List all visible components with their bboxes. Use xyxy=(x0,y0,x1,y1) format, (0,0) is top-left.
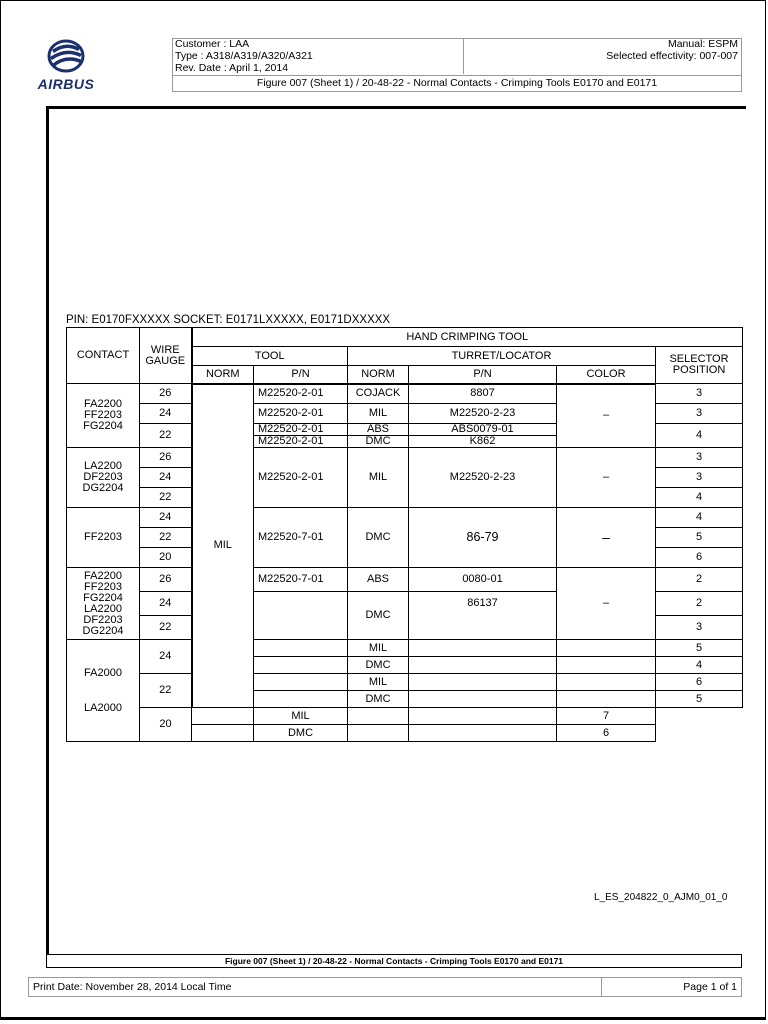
header-color: COLOR xyxy=(557,366,656,384)
turret-pn-empty xyxy=(409,657,557,674)
turret-norm: MIL xyxy=(254,708,348,725)
selector-position: 5 xyxy=(656,691,743,708)
turret-norm: DMC xyxy=(348,691,409,708)
turret-norm: MIL xyxy=(348,674,409,691)
turret-pn-empty xyxy=(409,674,557,691)
turret-norm: DMC xyxy=(348,657,409,674)
wire-gauge: 22 xyxy=(140,488,192,508)
selector-position: 3 xyxy=(656,448,743,468)
tool-pn-empty xyxy=(254,674,348,691)
header-turret-locator: TURRET/LOCATOR xyxy=(348,347,656,366)
wire-gauge: 22 xyxy=(140,528,192,548)
tool-pn-empty xyxy=(254,592,348,640)
tool-pn-empty xyxy=(254,657,348,674)
turret-pn-empty xyxy=(348,708,409,725)
figure-caption: Figure 007 (Sheet 1) / 20-48-22 - Normal Contacts - Crimping Tools E0170 and E0171 xyxy=(46,954,742,968)
header-wire-gauge: WIRE GAUGE xyxy=(140,328,192,384)
wire-gauge: 22 xyxy=(140,674,192,708)
table-row xyxy=(67,448,743,468)
turret-pn-pair xyxy=(409,424,557,448)
table-row xyxy=(67,674,743,691)
rev-date: Rev. Date : April 1, 2014 xyxy=(175,62,289,74)
turret-pn: K862 xyxy=(469,435,496,447)
wire-gauge: 24 xyxy=(140,640,192,674)
tool-pn-empty xyxy=(192,708,254,725)
tool-pn: M22520-2-01 xyxy=(254,384,348,404)
wire-gauge: 20 xyxy=(140,548,192,568)
selector-position: 4 xyxy=(656,424,743,448)
selector-position: 2 xyxy=(656,568,743,592)
wire-gauge: 26 xyxy=(140,384,192,404)
header-figure-title: Figure 007 (Sheet 1) / 20-48-22 - Normal Contacts - Crimping Tools E0170 and E0171 xyxy=(256,77,658,89)
turret-norm: DMC xyxy=(365,435,391,447)
tool-pn-empty xyxy=(254,691,348,708)
contact-group-5 xyxy=(67,640,140,742)
table-row xyxy=(67,708,743,725)
turret-norm: MIL xyxy=(348,404,409,424)
tool-pn: M22520-7-01 xyxy=(254,568,348,592)
header-hand-crimping-tool: HAND CRIMPING TOOL xyxy=(192,328,743,347)
header-right xyxy=(466,38,738,62)
tool-pn-empty xyxy=(254,640,348,657)
tool-pn-pair xyxy=(254,424,348,448)
header-norm: NORM xyxy=(192,366,254,384)
selector-position: 2 xyxy=(656,592,743,616)
contact-group-4: FA2200 FF2203 FG2204 LA2200 DF2203 DG2204 xyxy=(67,568,140,640)
header-selector-position: SELECTOR POSITION xyxy=(656,347,743,384)
selector-position: 3 xyxy=(656,468,743,488)
header-turret-norm: NORM xyxy=(348,366,409,384)
turret-pn-empty xyxy=(409,691,557,708)
header-left xyxy=(175,38,464,74)
turret-color-empty xyxy=(409,708,557,725)
selector-position: 6 xyxy=(656,674,743,691)
turret-norm: DMC xyxy=(348,592,409,640)
tool-pn: M22520-2-01 xyxy=(254,448,348,508)
selector-position: 4 xyxy=(656,488,743,508)
contact-group-1: FA2200 FF2203 FG2204 xyxy=(67,384,140,448)
turret-color: – xyxy=(557,448,656,508)
wire-gauge: 26 xyxy=(140,448,192,468)
wire-gauge: 24 xyxy=(140,468,192,488)
contact-group-2: LA2200 DF2203 DG2204 xyxy=(67,448,140,508)
turret-norm: MIL xyxy=(348,448,409,508)
turret-color: – xyxy=(557,568,656,640)
contact: FA2000 xyxy=(84,666,122,679)
turret-color-empty xyxy=(409,725,557,742)
turret-pn: 8807 xyxy=(409,384,557,404)
print-footer xyxy=(28,977,742,997)
wire-gauge: 24 xyxy=(140,508,192,528)
selector-position: 3 xyxy=(656,616,743,640)
tool-pn: M22520-2-01 xyxy=(254,404,348,424)
turret-pn: 86-79 xyxy=(409,508,557,568)
turret-color-empty xyxy=(557,691,656,708)
selector-position: 5 xyxy=(656,640,743,657)
tool-pn: M22520-2-01 xyxy=(254,424,347,436)
selector-position: 3 xyxy=(656,384,743,404)
wire-gauge: 22 xyxy=(140,424,192,448)
crimping-tool-table xyxy=(66,327,743,742)
turret-color-empty xyxy=(557,674,656,691)
page-number: Page 1 of 1 xyxy=(601,978,741,996)
turret-norm: MIL xyxy=(348,640,409,657)
selector-position: 4 xyxy=(656,657,743,674)
reference-code: L_ES_204822_0_AJM0_01_0 xyxy=(594,892,728,903)
turret-color: – xyxy=(557,508,656,568)
wire-gauge: 24 xyxy=(140,404,192,424)
selector-position: 5 xyxy=(656,528,743,548)
turret-pn-empty xyxy=(409,640,557,657)
turret-pn: M22520-2-23 xyxy=(409,404,557,424)
aircraft-type: Type : A318/A319/A320/A321 xyxy=(175,50,313,62)
pin-socket-line: PIN: E0170FXXXXX SOCKET: E0171LXXXXX, E0171DXXXXX xyxy=(66,314,391,326)
turret-pn: 0080-01 xyxy=(409,568,557,592)
tool-pn-empty xyxy=(192,725,254,742)
wire-gauge: 26 xyxy=(140,568,192,592)
manual: Manual: ESPM xyxy=(667,38,738,50)
airbus-logo xyxy=(28,38,104,94)
table-row xyxy=(67,384,743,404)
turret-color-empty xyxy=(557,657,656,674)
header-contact: CONTACT xyxy=(67,328,140,384)
contact-group-3: FF2203 xyxy=(67,508,140,568)
turret-norm: ABS xyxy=(348,568,409,592)
turret-pn: 86137 xyxy=(409,592,557,640)
turret-pn-empty xyxy=(348,725,409,742)
turret-pn: M22520-2-23 xyxy=(409,448,557,508)
effectivity: Selected effectivity: 007-007 xyxy=(606,50,738,62)
header-turret-pn: P/N xyxy=(409,366,557,384)
tool-pn: M22520-2-01 xyxy=(258,435,324,447)
print-date: Print Date: November 28, 2014 Local Time xyxy=(33,981,232,993)
turret-pn: ABS0079-01 xyxy=(409,424,556,436)
turret-norm-pair xyxy=(348,424,409,448)
selector-position: 4 xyxy=(656,508,743,528)
airbus-logo-text: AIRBUS xyxy=(37,76,95,92)
header-tool: TOOL xyxy=(192,347,348,366)
header-divider xyxy=(172,75,742,76)
table-row xyxy=(67,568,743,592)
selector-position: 6 xyxy=(557,725,656,742)
wire-gauge: 22 xyxy=(140,616,192,640)
selector-position: 6 xyxy=(656,548,743,568)
table-row xyxy=(67,640,743,657)
turret-norm: DMC xyxy=(348,508,409,568)
table-row xyxy=(67,508,743,528)
turret-norm: DMC xyxy=(254,725,348,742)
turret-color: – xyxy=(557,384,656,448)
turret-norm: COJACK xyxy=(348,384,409,404)
turret-norm: ABS xyxy=(348,424,408,436)
customer: Customer : LAA xyxy=(175,38,250,50)
airbus-logo-icon xyxy=(28,38,104,78)
wire-gauge: 24 xyxy=(140,592,192,616)
header-pn: P/N xyxy=(254,366,348,384)
tool-norm: MIL xyxy=(192,384,254,708)
selector-position: 7 xyxy=(557,708,656,725)
tool-pn: M22520-7-01 xyxy=(254,508,348,568)
selector-position: 3 xyxy=(656,404,743,424)
wire-gauge: 20 xyxy=(140,708,192,742)
turret-color-empty xyxy=(557,640,656,657)
contact: LA2000 xyxy=(84,701,122,714)
